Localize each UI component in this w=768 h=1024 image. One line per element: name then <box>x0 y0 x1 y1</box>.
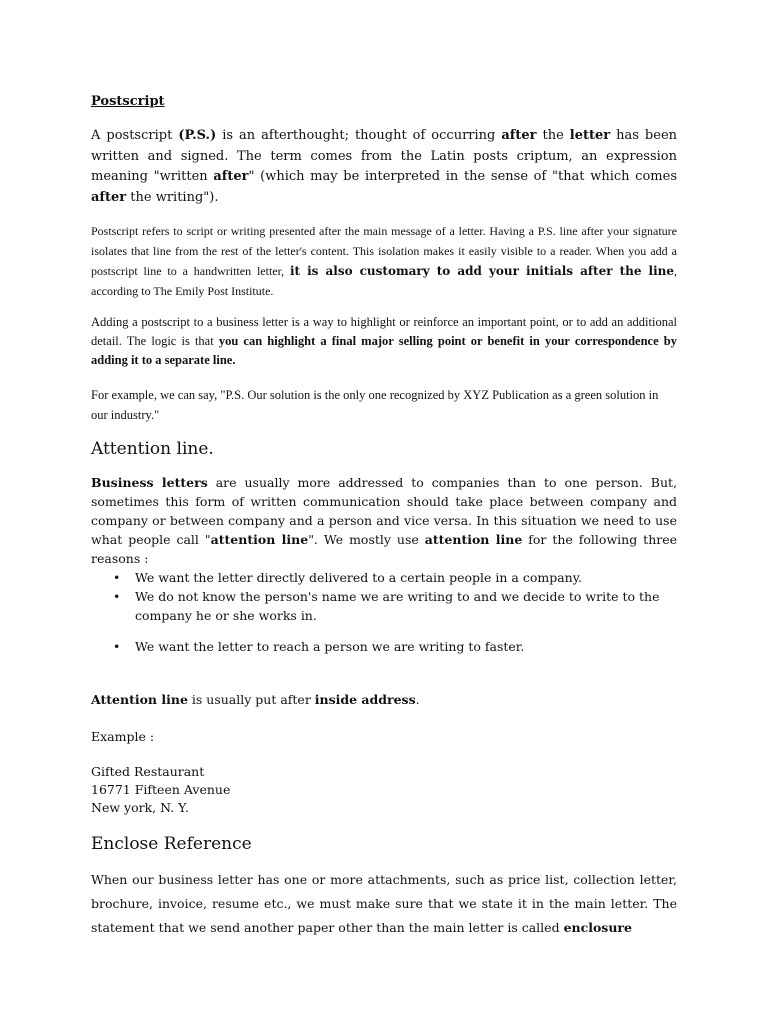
enclose-paragraph <box>91 868 677 940</box>
reasons-list <box>91 568 677 656</box>
address-line: New york, N. Y. <box>91 800 189 815</box>
text-run: is an afterthought; thought of occurring <box>216 128 502 143</box>
address-line: 16771 Fifteen Avenue <box>91 782 231 797</box>
list-item-text: We want the letter to reach a person we are writing to faster. <box>135 639 525 654</box>
example-address <box>91 763 677 817</box>
postscript-definition-paragraph <box>91 126 677 208</box>
address-line: Gifted Restaurant <box>91 764 205 779</box>
text-run: , according to The Emily Post Institute. <box>91 264 677 298</box>
document-page <box>91 93 677 940</box>
text-run: has been written and signed. The term comes from the Latin posts criptum, an expression meaning "written <box>91 128 678 184</box>
text-run: " (which may be interpreted in the sense of "that which comes <box>248 169 677 184</box>
text-run: the writing"). <box>126 189 219 205</box>
attention-line-heading: Attention line. <box>91 439 214 459</box>
text-run: Adding a postscript to a business letter is a way to highlight or reinforce an important point, or to add an additional detail. The logic is that <box>91 315 677 348</box>
bold-run: (P.S.) <box>178 128 217 143</box>
list-item <box>91 587 677 625</box>
attention-intro-paragraph <box>91 473 677 568</box>
example-label: Example : <box>91 729 155 744</box>
bold-run: enclosure <box>563 920 632 935</box>
bullet-icon: • <box>113 589 121 604</box>
text-run: the <box>536 128 570 143</box>
attention-placement-note <box>91 690 677 709</box>
bold-run: Business letters <box>91 475 208 490</box>
postscript-usage-paragraph <box>91 221 677 301</box>
postscript-business-paragraph <box>91 313 677 370</box>
text-run: is usually put after <box>187 692 315 707</box>
bold-run: after <box>213 169 249 184</box>
text-run: A postscript <box>91 128 179 143</box>
text-run: ". We mostly use <box>308 532 425 547</box>
enclose-reference-heading: Enclose Reference <box>91 834 252 854</box>
bold-run: inside address <box>314 692 416 707</box>
bold-run: you can highlight a final major selling point or benefit in your correspondence by adding it to a separate line. <box>91 334 677 367</box>
list-item <box>91 568 677 587</box>
bullet-icon: • <box>113 639 121 654</box>
bold-run: Attention line <box>91 692 188 707</box>
bold-run: attention line <box>424 532 523 547</box>
bold-run: attention line <box>210 532 309 547</box>
postscript-example-paragraph: For example, we can say, "P.S. Our solution is the only one recognized by XYZ Publication as a green solution in our industry." <box>91 388 659 422</box>
list-item-text: We do not know the person's name we are writing to and we decide to write to the company he or she works in. <box>135 589 660 623</box>
bold-run: after <box>501 128 537 143</box>
bullet-icon: • <box>113 570 121 585</box>
bold-run: after <box>91 189 127 205</box>
text-run: When our business letter has one or more attachments, such as price list, collection letter, brochure, invoice, resume etc., we must make sure that we state it in the main letter. The statement that we send another paper other than the main letter is called <box>91 872 677 935</box>
list-item-text: We want the letter directly delivered to a certain people in a company. <box>135 570 583 585</box>
text-run: for the following three reasons : <box>91 532 678 566</box>
postscript-heading: Postscript <box>91 94 165 109</box>
text-run: are usually more addressed to companies than to one person. But, sometimes this form of written communication should take place between company and company or between company and a person and vice versa. In this situation we need to use what people call " <box>91 475 678 547</box>
bold-run: letter <box>569 128 611 143</box>
text-run: Postscript refers to script or writing presented after the main message of a letter. Having a P.S. line after your signature isolates that line from the rest of the letter's content. This isolation makes it easily visible to a reader. When you add a postscript line to a handwritten letter, <box>91 224 677 278</box>
bold-run: it is also customary to add your initials after the line <box>289 264 674 278</box>
list-item <box>91 637 677 656</box>
text-run: . <box>415 692 420 707</box>
